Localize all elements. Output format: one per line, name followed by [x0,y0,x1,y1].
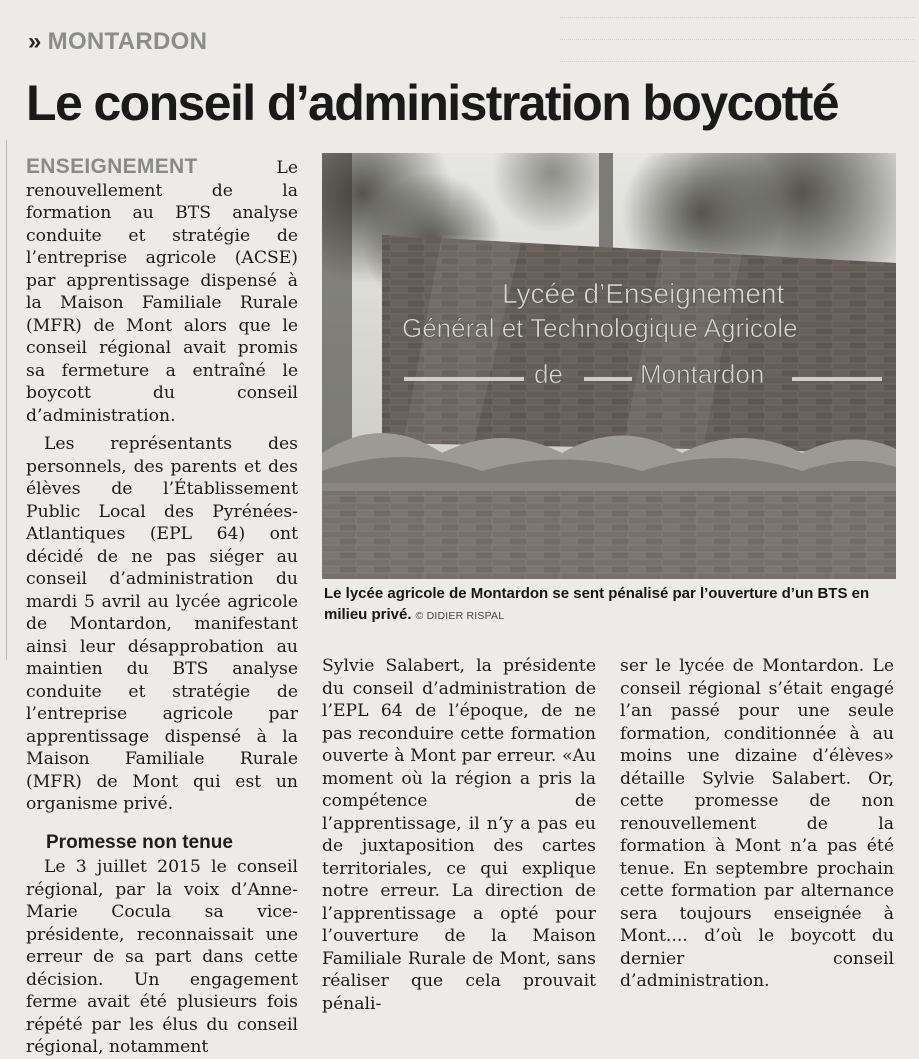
subheading: Promesse non tenue [46,831,233,853]
lead-paragraph [26,156,298,427]
rubric-label: ENSEIGNEMENT [26,155,198,178]
sign-line-1: Lycée d’Enseignement [502,278,785,309]
kicker-arrows: » [28,28,42,55]
kicker-location: MONTARDON [47,28,208,55]
photo-caption [324,583,904,627]
section-kicker [28,28,207,56]
column-2-text: Sylvie Salabert, la présidente du conseil d’administration de l’EPL 64 de l’époque, de ne pas reconduire cette formation ouverte à Mont par erreur. «Au moment où la région a pris la compétence de l’apprentissage, il n’y a pas eu de juxtaposition des cartes territoriales, ce qui explique notre erreur. La direction de l’apprentissage a opté pour l’ouverture de la Maison Familiale Rurale de Mont, sans réaliser que cela prouvait pénali- [322,656,596,1014]
left-edge-rule [6,140,7,660]
school-sign-photo [322,153,896,579]
photo-illustration [322,153,896,579]
lead-text: Le renouvellement de la formation au BTS analyse conduite et stratégie de l’entreprise agricole (ACSE) par apprentissage dispensé à la Maison Familiale Rurale (MFR) de Mont alors que le conseil régional avait promis sa fermeture a entraîné le boycott du conseil d’administration. [26,158,298,426]
paragraph-2: Les représentants des personnels, des parents et des élèves de l’Établissement Public Local des Pyrénées-Atlantiques (EPL 64) ont décidé de ne pas siéger au conseil d’administration du mardi 5 avril au lycée agricole de Montardon, manifestant ainsi leur désapprobation au maintien du BTS analyse conduite et stratégie de l’entreprise agricole par apprentissage dispensé à la Maison Familiale Rurale (MFR) de Mont qui est un organisme privé. [26,434,298,814]
sign-line-3a: de [534,359,563,389]
sign-line-2: Général et Technologique Agricole [402,313,798,343]
paragraph-3: Le 3 juillet 2015 le conseil régional, par la voix d’Anne-Marie Cocula sa vice-présidente, reconnaissait une erreur de sa part dans cette décision. Un engagement ferme avait été plusieurs fois répété par les élus du conseil régional, notamment [26,857,298,1057]
article-column-3 [620,655,894,993]
column-3-text: ser le lycée de Montardon. Le conseil régional s’était engagé l’an passé pour une seule formation, conditionnée à au moins une dizaine d’élèves» détaille Sylvie Salabert. Or, cette promesse de non renouvellement de la formation à Mont n’a pas été tenue. En septembre prochain cette formation par alternance sera toujours enseignée à Mont.... d’où le boycott du dernier conseil d’administration. [620,656,894,991]
article-column-2 [322,655,596,1015]
sign-line-3b: Montardon [640,359,765,389]
article-column-1 [26,156,298,1059]
article-headline: Le conseil d’administration boycotté [26,75,838,131]
caption-text: Le lycée agricole de Montardon se sent pénalisé par l’ouverture d’un BTS en milieu privé. [324,585,870,623]
photo-credit: © DIDIER RISPAL [415,610,505,622]
